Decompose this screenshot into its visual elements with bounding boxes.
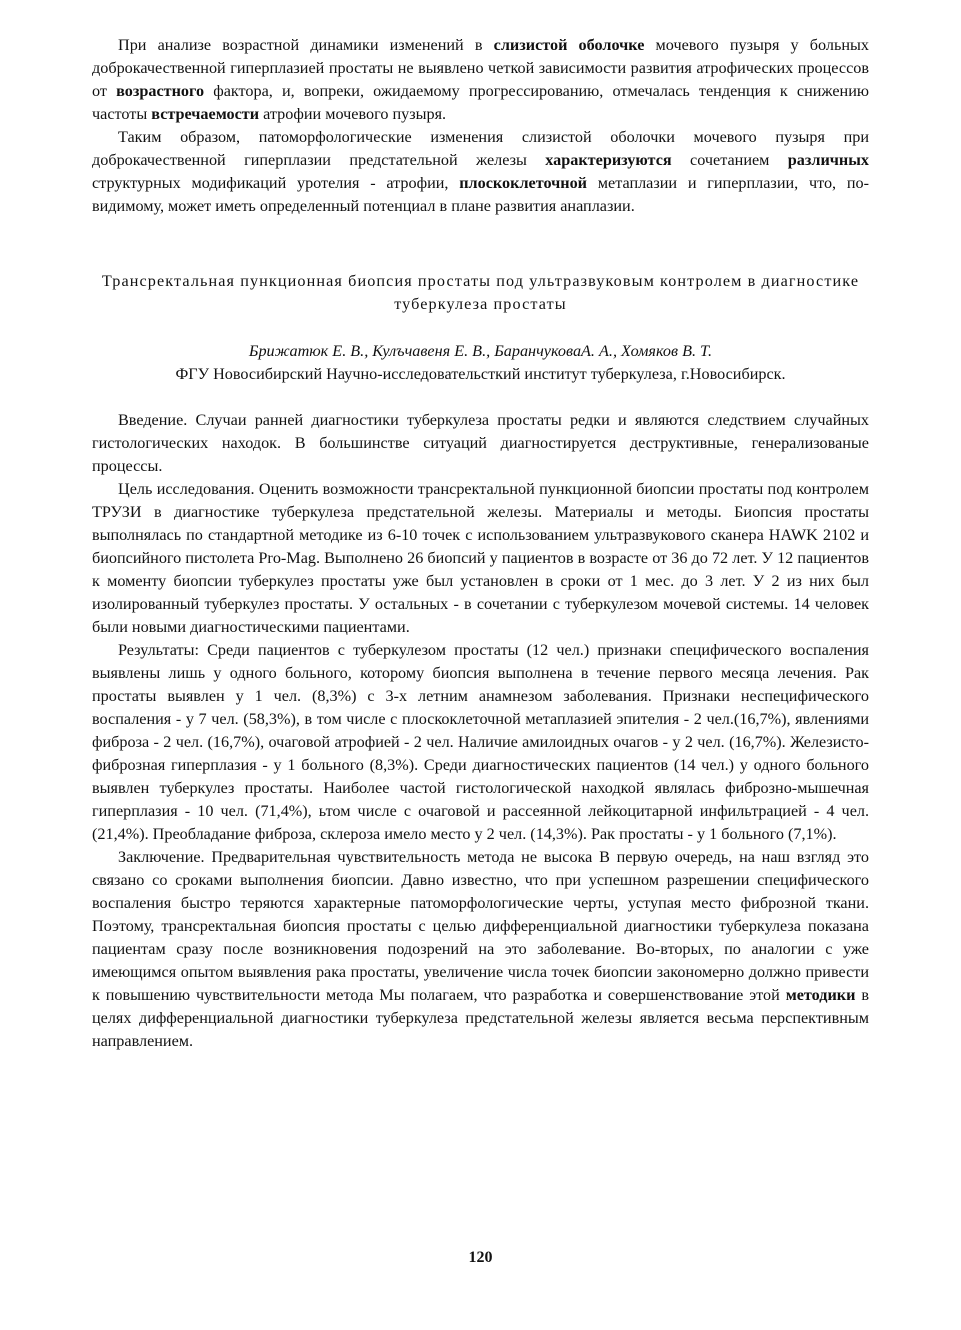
text-run: Заключение. Предварительная чувствительность метода не высока В первую очередь, на наш взгляд это связано со сроками выполнения биопсии. Давно известно, что при успешном разрешении специфического воспаления быстро теряются характерные патоморфологические черты, уступая место фиброзной ткани. Поэтому, трансректальная биопсия простаты с целью дифференциальной диагностики туберкулеза показана пациентам сразу после возникновения подозрений на это заболевание. Во-вторых, по аналогии с уже имеющимся опытом выявления рака простаты, увеличение числа точек биопсии закономерно должно привести к повышению чувствительности метода Мы полагаем, что разработка и совершенствование этой xyxy=(92,848,869,1004)
bold-term: слизистой оболочке xyxy=(493,36,645,54)
text-run: сочетанием xyxy=(671,151,788,169)
intro-paragraph-1 xyxy=(92,34,869,126)
text-run: в целях дифференциальной диагностики туберкулеза предстательной железы является весьма перспективным направлением. xyxy=(92,986,869,1050)
bold-term: различных xyxy=(787,151,869,169)
text-run: структурных модификаций уротелия - атрофии, xyxy=(92,174,460,192)
bold-term: плоскоклеточной xyxy=(459,174,588,192)
text-run: фактора, и, вопреки, ожидаемому прогрессированию, отмечалась тенденция к снижению частоты xyxy=(92,82,869,123)
bold-term: характеризуются xyxy=(545,151,672,169)
conclusion-paragraph xyxy=(92,846,869,1053)
page-number: 120 xyxy=(468,1249,493,1266)
intro-paragraph-2 xyxy=(92,126,869,218)
aim-methods-paragraph: Цель исследования. Оценить возможности трансректальной пункционной биопсии простаты под контролем ТРУЗИ в диагностике туберкулеза предстательной железы. Материалы и методы. Биопсия простаты выполнялась по стандартной методике из 6-10 точек с использованием ультразвукового сканера HAWK 2102 и биопсийного пистолета Pro-Mag. Выполнено 26 биопсий у пациентов в возрасте от 36 до 72 лет. У 12 пациентов к моменту биопсии туберкулез простаты уже был установлен в сроки от 1 мес. до 3 лет. У 2 из них был изолированный туберкулез простаты. У остальных - в сочетании с туберкулезом мочевой системы. 14 человек были новыми диагностическими пациентами. xyxy=(92,480,869,636)
text-run: Таким образом, патоморфологические изменения слизистой оболочки мочевого пузыря при доброкачественной гиперплазии предстательной железы xyxy=(92,128,869,169)
text-run: метаплазии и гиперплазии, что, по-видимому, может иметь определенный потенциал в плане развития анаплазии. xyxy=(92,174,869,215)
introduction-paragraph: Введение. Случаи ранней диагностики туберкулеза простаты редки и являются следствием случайных гистологических находок. В большинстве ситуаций диагностируется деструктивные, генерализованые процессы. xyxy=(92,411,869,475)
spacer xyxy=(92,386,869,409)
article-institution: ФГУ Новосибирский Научно-исследовательсткий институт туберкулеза, г.Новосибирск. xyxy=(175,365,786,383)
bold-term: встречаемости xyxy=(151,105,260,123)
text-run: мочевого пузыря у больных доброкачественной гиперплазией простаты не выявлено четкой зависимости развития атрофических процессов от xyxy=(92,36,869,100)
bold-term: методики xyxy=(785,986,856,1004)
text-run: При анализе возрастной динамики изменений в xyxy=(118,36,494,54)
results-paragraph: Результаты: Среди пациентов с туберкулезом простаты (12 чел.) признаки специфического воспаления выявлены лишь у одного больного, которому биопсия выполнена в течение первого месяца лечения. Рак простаты выявлен у 1 чел. (8,3%) с 3-х летним анамнезом заболевания. Признаки неспецифического воспаления - у 7 чел. (58,3%), в том числе с плоскоклеточной метаплазией эпителия - 2 чел.(16,7%), явлениями фиброза - 2 чел. (16,7%), очаговой атрофией - 2 чел. Наличие амилоидных очагов - у 2 чел. (16,7%). Железисто-фиброзная гиперплазия - у 1 больного (8,3%). Среди диагностических пациентов (14 чел.) у одного больного выявлен туберкулез простаты. Наиболее частой гистологической находкой являлась фиброзно-мышечная гиперплазия - 10 чел. (71,4%), ьтом числе с очаговой и рассеянной лейкоцитарной инфильтрацией - 4 чел. (21,4%). Преобладание фиброза, склероза имело место у 2 чел. (14,3%). Рак простаты - у 1 больного (7,1%). xyxy=(92,641,869,843)
spacer xyxy=(92,218,869,270)
text-run: атрофии мочевого пузыря. xyxy=(259,105,447,123)
bold-term: возрастного xyxy=(116,82,205,100)
article-authors: Брижатюк Е. В., Кулъчавеня Е. В., БаранчуковаА. А., Хомяков В. Т. xyxy=(248,342,713,360)
article-title: Трансректальная пункционная биопсия простаты под ультразвуковым контролем в диагностике туберкулеза простаты xyxy=(101,272,860,313)
